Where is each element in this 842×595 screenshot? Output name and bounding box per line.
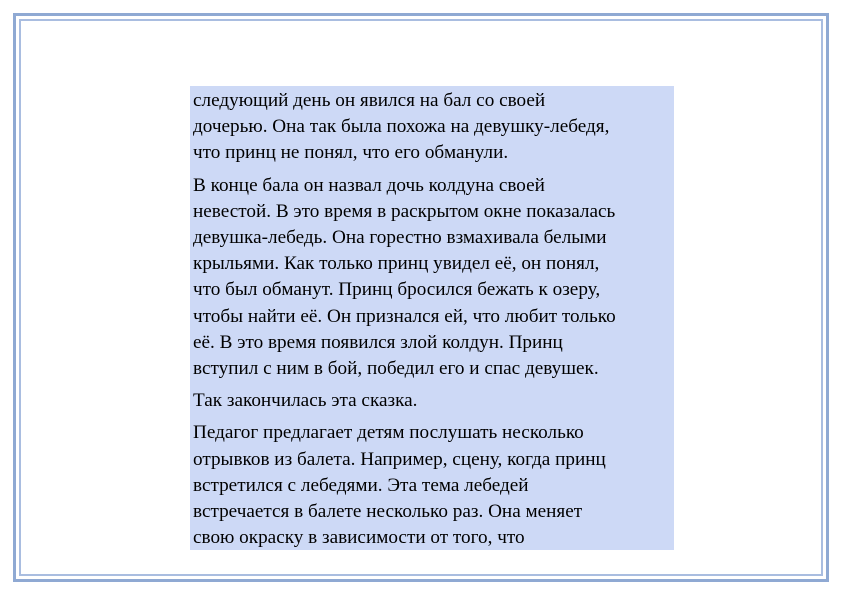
text-line: отрывков из балета. Например, сцену, когда принц: [193, 448, 606, 470]
text-line: что принц не понял, что его обманули.: [193, 142, 509, 164]
text-line: вступил с ним в бой, победил его и спас девушек.: [193, 358, 599, 380]
text-line: Педагог предлагает детям послушать несколько: [193, 422, 584, 444]
paragraph-2: [193, 173, 674, 383]
text-line: встречается в балете несколько раз. Она меняет: [193, 501, 583, 523]
text-line: В конце бала он назвал дочь колдуна своей: [193, 174, 545, 196]
text-line: встретился с лебедями. Эта тема лебедей: [193, 474, 529, 496]
text-line: свою окраску в зависимости от того, что: [193, 527, 525, 549]
text-line: Так закончилась эта сказка.: [193, 390, 418, 412]
paragraph-4: [193, 420, 674, 550]
text-line: крыльями. Как только принц увидел её, он понял,: [193, 253, 600, 275]
text-line: следующий день он явился на бал со своей: [193, 90, 546, 111]
text-line: что был обманут. Принц бросился бежать к озеру,: [193, 279, 601, 301]
text-line: чтобы найти её. Он признался ей, что любит только: [193, 305, 616, 327]
text-line: девушка-лебедь. Она горестно взмахивала белыми: [193, 227, 607, 249]
text-line: её. В это время появился злой колдун. Принц: [193, 331, 563, 353]
text-box: [190, 86, 674, 550]
paragraph-1: [193, 88, 674, 167]
text-line: невестой. В это время в раскрытом окне показалась: [193, 200, 616, 222]
text-line: дочерью. Она так была похожа на девушку-лебедя,: [193, 116, 610, 138]
paragraph-3: [193, 388, 674, 414]
